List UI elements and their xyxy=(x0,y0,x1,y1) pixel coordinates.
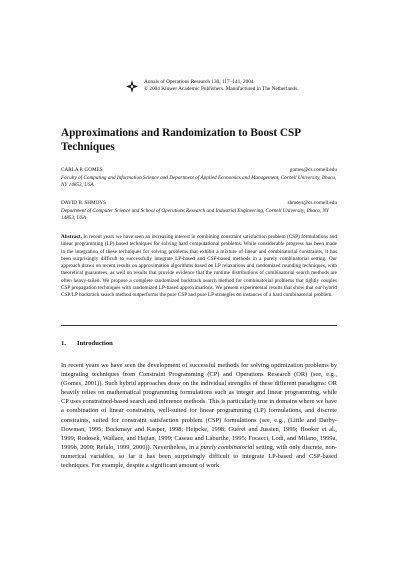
author-affiliation: Faculty of Computing and Information Science and Department of Applied Economics and Management, Cornell University, Ithaca, NY 14853, USA xyxy=(61,174,337,189)
divider xyxy=(61,325,337,326)
section-number: 1. xyxy=(61,340,66,347)
section-heading xyxy=(61,340,113,347)
abstract xyxy=(61,234,337,299)
author-affiliation: Department of Computer Science and School of Operations Research and Industrial Engineering, Cornell University, Ithaca, NY 14853, USA xyxy=(61,207,329,222)
author-block xyxy=(61,200,337,223)
author-name: DAVID B. SHMOYS xyxy=(61,200,107,206)
abstract-label: Abstract. xyxy=(61,234,82,240)
author-email: gomes@cs.cornell.edu xyxy=(289,167,337,173)
intro-text-part2: setting, with only discrete, non-numerical variables, so far it has been surprisingly difficult to integrate LP-based and CSP-based techniques. For example, despite a significant amount of work xyxy=(61,443,337,470)
paper-title: Approximations and Randomization to Boost CSP Techniques xyxy=(61,127,301,153)
kluwer-logo-icon xyxy=(126,80,138,93)
author-email: shmoys@cs.cornell.edu xyxy=(287,200,337,206)
author-block xyxy=(61,167,337,190)
introduction-paragraph xyxy=(61,361,337,470)
copyright-line: © 2004 Kluwer Academic Publishers. Manufactured in The Netherlands. xyxy=(144,86,299,92)
intro-text-part1: In recent years we have seen the development of successful methods for solving optimization problems by integrating techniques from Constraint Programming (CP) and Operations Research (OR) (see, e.g., (Gomes, 2001)). Such hybrid approaches draw on the individual strengths of these different paradigms: OR heavily relies on mathematical programming formulations such as integer and linear programming, while CP uses constrained-based search and inference methods. This is particularly true in domains where we have a combination of linear constraints, well-suited for linear programming (LP) formulations, and discrete constraints, suited for constraint satisfaction problem (CSP) formulations (see, e.g., (Little and Darby-Dowman, 1995; Bockmayr and Kasper, 1998; Heipcke, 1998; Guéret and Jussien, 1999; Hooker et al., 1999; Rodosek, Wallace, and Hajian, 1999; Caseau and Laburthe, 1995; Focacci, Lodi, and Milano, 1999a, 1999b, 2000; Refalo, 1999, 2000)). Nevertheless, in a xyxy=(61,362,337,451)
journal-citation: Annals of Operations Research 130, 117–141, 2004 xyxy=(144,79,254,85)
author-name: CARLA P. GOMES xyxy=(61,167,103,173)
section-title: Introduction xyxy=(77,340,113,347)
intro-emphasis: purely combinatorial xyxy=(200,443,255,451)
abstract-text: In recent years we have seen an increasing interest in combining constraint satisfaction problem (CSP) formulations and linear programming (LP) based techniques for solving hard computational problems. While considerable progress has been made in the integration of these techniques for solving problems that exhibit a mixture of linear and combinatorial constraints, it has been surprisingly difficult to successfully integrate LP-based and CSP-based methods in a purely combinatorial setting. Our approach draws on recent results on approximation algorithms based on LP relaxations and randomized rounding techniques, with theoretical guarantees, as well on results that provide evidence that the runtime distributions of combinatorial search methods are often heavy-tailed. We propose a complete randomized backtrack search method for combinatorial problems that tightly couples CSP propagation techniques with randomized LP-based approximations. We present experimental results that show that our hybrid CSP/LP backtrack search method outperforms the pure CSP and pure LP strategies on instances of a hard combinatorial problem. xyxy=(61,234,337,298)
